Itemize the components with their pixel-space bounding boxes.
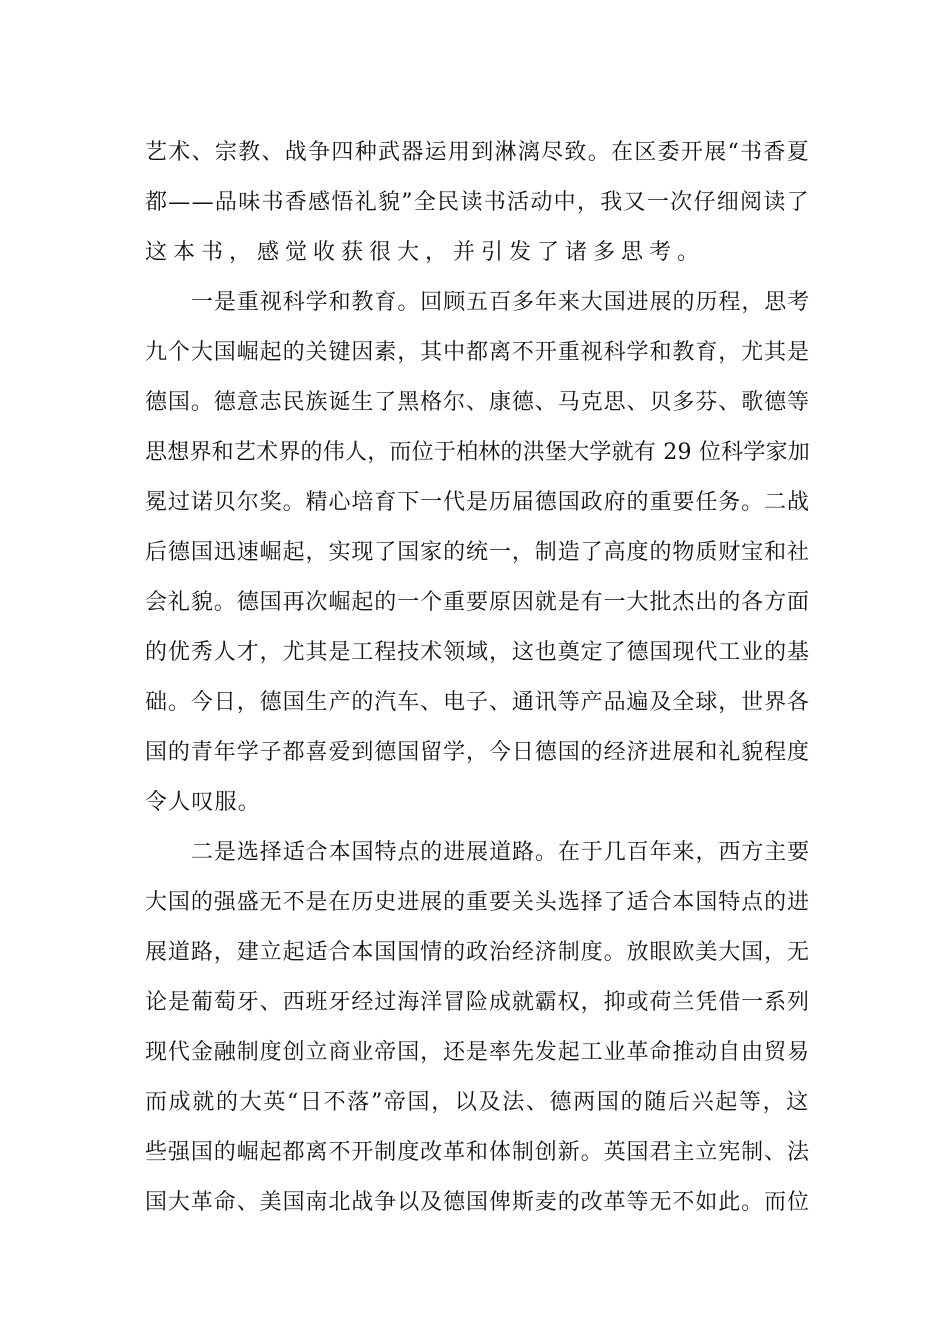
text-line: 些强国的崛起都离不开制度改革和体制创新。英国君主立宪制、法 [145, 1140, 810, 1165]
text-line: 九个大国崛起的关键因素，其中都离不开重视科学和教育，尤其是 [145, 340, 810, 365]
text-line: 国的青年学子都喜爱到德国留学，今日德国的经济进展和礼貌程度 [145, 740, 810, 765]
text-line: 现代金融制度创立商业帝国，还是率先发起工业革命推动自由贸易 [145, 1040, 810, 1065]
text-line: 思想界和艺术界的伟人，而位于柏林的洪堡大学就有 29 位科学家加 [145, 440, 811, 465]
text-line: 而成就的大英“日不落”帝国，以及法、德两国的随后兴起等，这 [145, 1090, 810, 1115]
text-line: 展道路，建立起适合本国国情的政治经济制度。放眼欧美大国，无 [145, 940, 810, 965]
text-line: 德国。德意志民族诞生了黑格尔、康德、马克思、贝多芬、歌德等 [145, 390, 810, 415]
text-line: 论是葡萄牙、西班牙经过海洋冒险成就霸权，抑或荷兰凭借一系列 [145, 990, 810, 1015]
text-line: 大国的强盛无不是在历史进展的重要关头选择了适合本国特点的进 [145, 890, 810, 915]
text-line: 础。今日，德国生产的汽车、电子、通讯等产品遍及全球，世界各 [145, 690, 810, 715]
text-line: 都——品味书香感悟礼貌”全民读书活动中，我又一次仔细阅读了 [145, 190, 810, 215]
text-line: 的优秀人才，尤其是工程技术领域，这也奠定了德国现代工业的基 [145, 640, 810, 665]
text-line: 会礼貌。德国再次崛起的一个重要原因就是有一大批杰出的各方面 [145, 590, 810, 615]
paragraph-first-line: 一是重视科学和教育。回顾五百多年来大国进展的历程，思考 [191, 290, 811, 315]
body-text [145, 128, 810, 1228]
text-line: 这本书，感觉收获很大，并引发了诸多思考。 [145, 240, 706, 265]
text-line: 艺术、宗教、战争四种武器运用到淋漓尽致。在区委开展“书香夏 [145, 140, 810, 165]
text-line: 国大革命、美国南北战争以及德国俾斯麦的改革等无不如此。而位 [145, 1190, 810, 1215]
paragraph-first-line: 二是选择适合本国特点的进展道路。在于几百年来，西方主要 [191, 840, 811, 865]
text-line: 令人叹服。 [145, 790, 262, 815]
text-line: 后德国迅速崛起，实现了国家的统一，制造了高度的物质财宝和社 [145, 540, 810, 565]
text-line: 冕过诺贝尔奖。精心培育下一代是历届德国政府的重要任务。二战 [145, 490, 810, 515]
